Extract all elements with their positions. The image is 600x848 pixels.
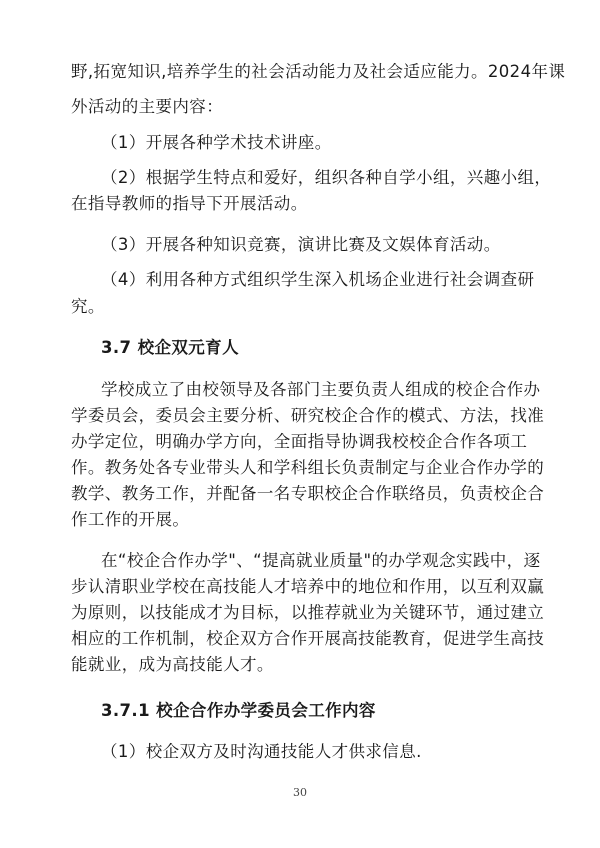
paragraph-line: 在“校企合作办学"、“提高就业质量"的办学观念实践中，逐 (101, 551, 541, 570)
list-item-continuation: 究。 (71, 297, 105, 316)
paragraph-line: 学校成立了由校领导及各部门主要负责人组成的校企合作办 (101, 380, 541, 399)
list-item: （4）利用各种方式组织学生深入机场企业进行社会调查研 (101, 270, 535, 289)
list-item: （2）根据学生特点和爱好，组织各种自学小组，兴趣小组， (101, 168, 552, 187)
section-heading: 3.7 校企双元育人 (101, 338, 239, 357)
paragraph-line: 外活动的主要内容： (71, 97, 224, 116)
page-number: 30 (293, 786, 307, 799)
paragraph-line: 学委员会，委员会主要分析、研究校企合作的模式、方法，找准 (71, 406, 545, 425)
paragraph-line: 步认清职业学校在高技能人才培养中的地位和作用，以互利双赢 (71, 577, 545, 596)
paragraph-line: 办学定位，明确办学方向，全面指导协调我校校企合作各项工 (71, 432, 528, 451)
list-item-continuation: 在指导教师的指导下开展活动。 (71, 194, 308, 213)
list-item: （1）开展各种学术技术讲座。 (101, 133, 332, 152)
list-item: （1）校企双方及时沟通技能人才供求信息. (101, 742, 422, 761)
paragraph-line: 作工作的开展。 (71, 510, 190, 529)
paragraph-line: 作。教务处各专业带头人和学科组长负责制定与企业合作办学的 (71, 458, 545, 477)
paragraph-line: 能就业，成为高技能人才。 (71, 655, 274, 674)
paragraph-line: 为原则，以技能成才为目标，以推荐就业为关键环节，通过建立 (71, 603, 545, 622)
paragraph-line: 教学、教务工作，并配备一名专职校企合作联络员，负责校企合 (71, 484, 545, 503)
paragraph-line: 野,拓宽知识,培养学生的社会活动能力及社会适应能力。2024年课 (71, 62, 566, 81)
paragraph-line: 相应的工作机制，校企双方合作开展高技能教育，促进学生高技 (71, 629, 545, 648)
subsection-heading: 3.7.1 校企合作办学委员会工作内容 (101, 701, 376, 720)
list-item: （3）开展各种知识竞赛，演讲比赛及文娱体育活动。 (101, 235, 501, 254)
